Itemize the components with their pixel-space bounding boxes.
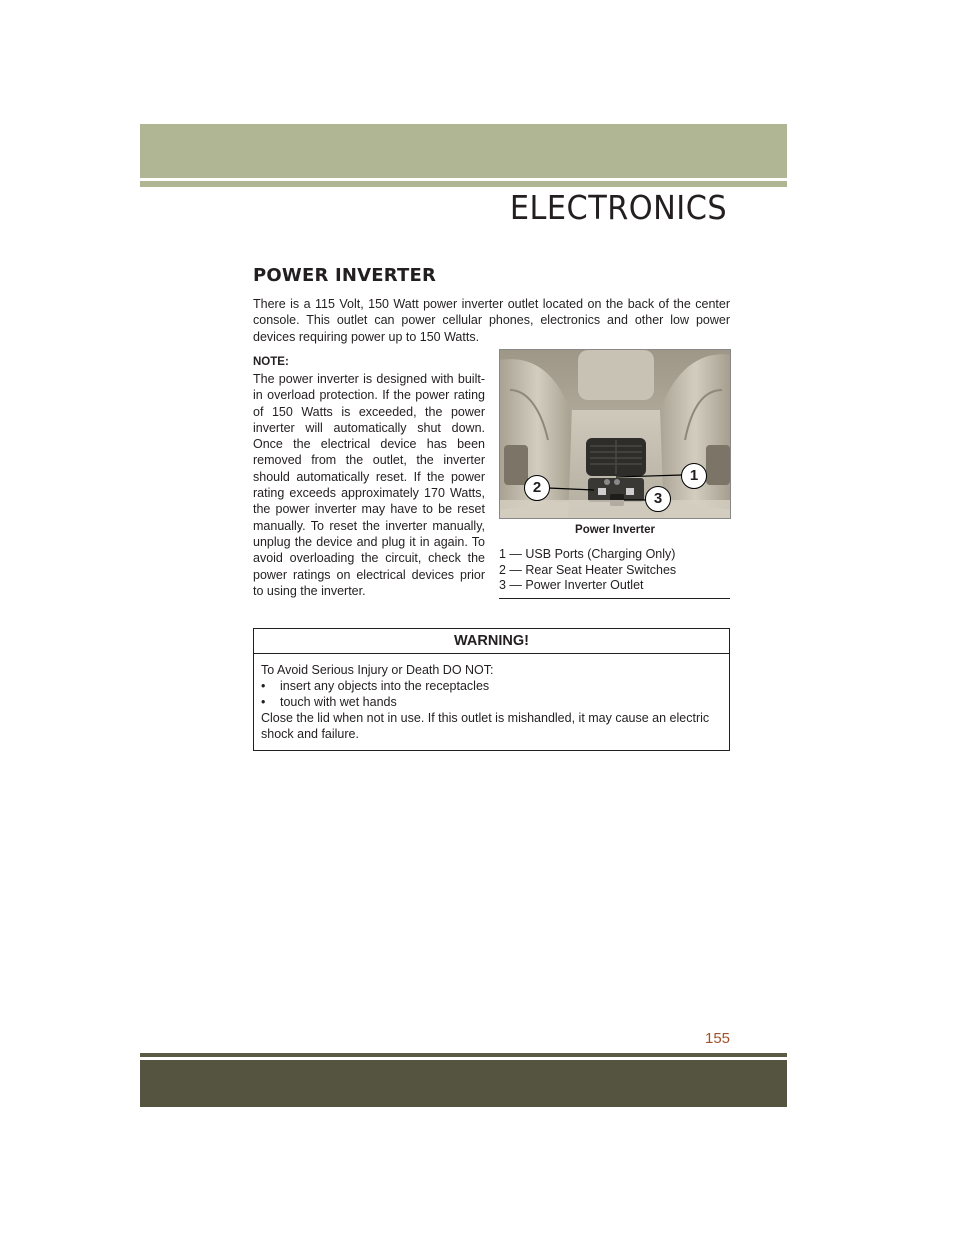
warning-bullet bbox=[261, 694, 722, 710]
note-paragraph: The power inverter is designed with built-in overload protection. If the power rating of 150 Watts is exceeded, the power inverter will automatically shut down. Once the electrical device has been removed from the outlet, the inverter should automatically reset. If the power rating exceeds approximately 170 Watts, the power inverter may have to be reset manually. To reset the inverter manually, unplug the device and plug it in again. To avoid overloading the circuit, check the power ratings on electrical devices prior to using the inverter. bbox=[253, 372, 485, 598]
section-heading: POWER INVERTER bbox=[253, 265, 437, 286]
warning-bullet bbox=[261, 678, 722, 694]
legend-item: 3 — Power Inverter Outlet bbox=[499, 578, 644, 593]
warning-box bbox=[253, 628, 730, 751]
intro-paragraph: There is a 115 Volt, 150 Watt power inverter outlet located on the back of the center console. This outlet can power cellular phones, electronics and other low power devices requiring power up to 150 Watts. bbox=[253, 297, 730, 344]
legend-item: 1 — USB Ports (Charging Only) bbox=[499, 547, 676, 561]
page-number: 155 bbox=[705, 1030, 731, 1047]
warning-intro: To Avoid Serious Injury or Death DO NOT: bbox=[261, 663, 494, 677]
warning-body bbox=[254, 654, 729, 742]
footer-band bbox=[140, 1060, 787, 1107]
legend-item: 2 — Rear Seat Heater Switches bbox=[499, 562, 677, 577]
header-stripe bbox=[140, 181, 787, 187]
bullet-symbol: • bbox=[261, 679, 266, 693]
note-label: NOTE: bbox=[253, 356, 289, 368]
footer-stripe bbox=[140, 1053, 787, 1057]
figure-legend bbox=[499, 547, 730, 599]
header-band bbox=[140, 124, 787, 178]
bullet-text: touch with wet hands bbox=[280, 695, 397, 709]
chapter-title: ELECTRONICS bbox=[509, 188, 727, 227]
warning-title: WARNING! bbox=[254, 629, 729, 654]
figure-caption: Power Inverter bbox=[575, 524, 655, 536]
callout-2: 2 bbox=[524, 475, 550, 501]
callout-3: 3 bbox=[645, 486, 671, 512]
bullet-symbol: • bbox=[261, 695, 266, 709]
power-inverter-photo bbox=[499, 349, 731, 519]
warning-closing: Close the lid when not in use. If this outlet is mishandled, it may cause an electric shock and failure. bbox=[261, 711, 710, 741]
callout-1: 1 bbox=[681, 463, 707, 489]
bullet-text: insert any objects into the receptacles bbox=[280, 679, 490, 693]
